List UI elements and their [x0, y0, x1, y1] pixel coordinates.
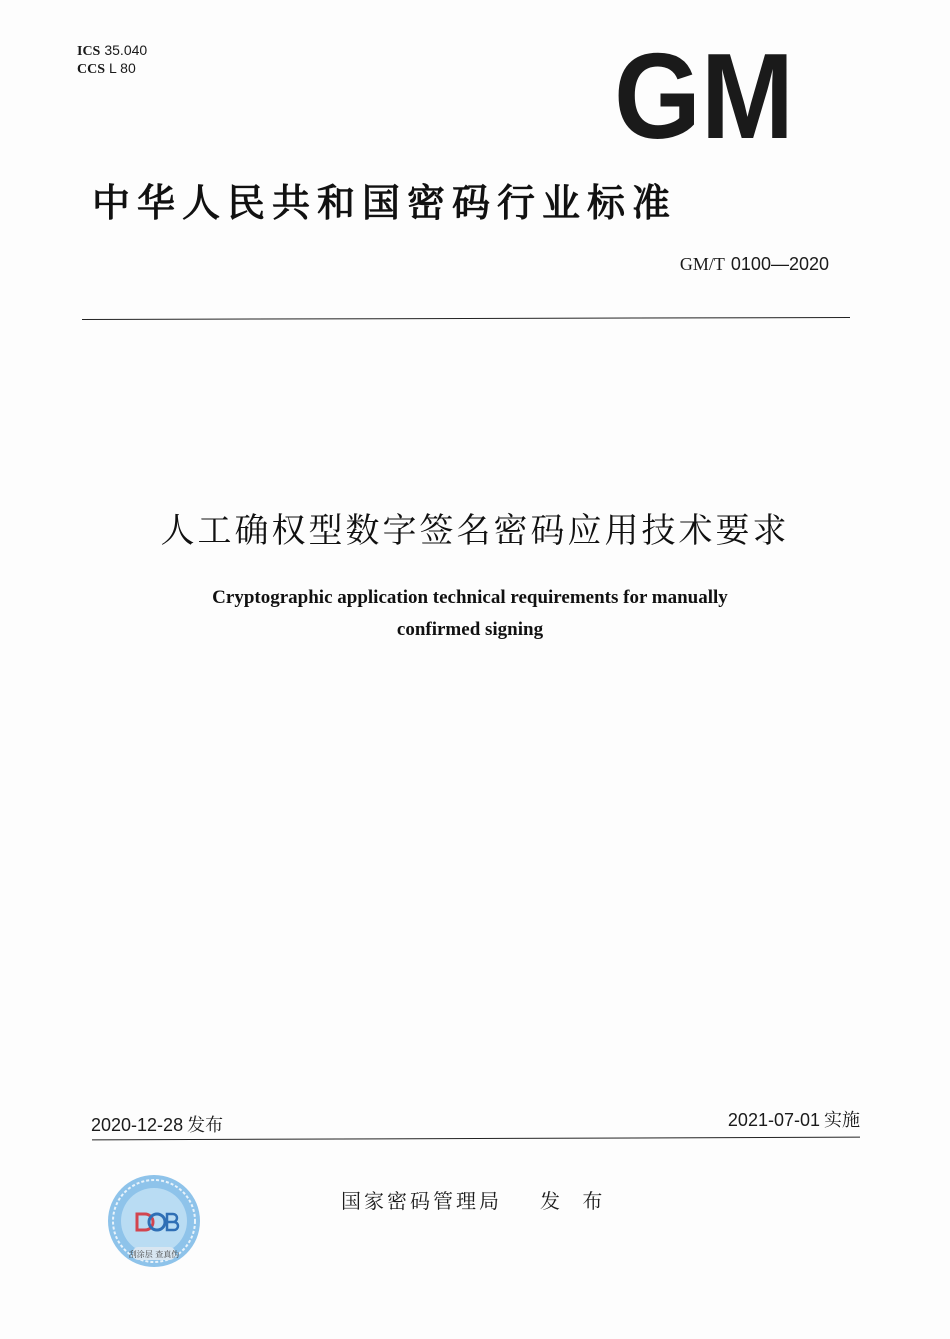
standard-category-title: 中华人民共和国密码行业标准: [92, 181, 678, 225]
footer-divider: [92, 1137, 860, 1141]
issue-date-value: 2020-12-28: [91, 1115, 184, 1135]
issue-date: [91, 1111, 223, 1137]
classification-codes: [77, 42, 147, 78]
implementation-date: [728, 1106, 860, 1132]
ccs-code: [77, 60, 147, 78]
implementation-date-label: 实施: [824, 1110, 860, 1131]
document-title-en-line1: Cryptographic application technical requirements for manually: [212, 587, 728, 608]
ics-value: 35.040: [104, 42, 148, 58]
ccs-value: L 80: [109, 60, 136, 76]
publisher-name: 国家密码管理局: [341, 1189, 502, 1213]
seal-text: 刮涂层 查真伪: [128, 1250, 180, 1259]
gm-logo: [612, 50, 796, 142]
standard-number: [680, 254, 829, 275]
ics-code: [77, 42, 147, 60]
publisher: [341, 1185, 610, 1214]
ccs-label: CCS: [77, 62, 106, 77]
standard-number-prefix: GM/T: [679, 254, 725, 274]
gm-logo-text: GM: [614, 50, 794, 142]
publisher-action: 发 布: [540, 1189, 611, 1213]
issue-date-label: 发布: [187, 1115, 224, 1136]
header-divider: [82, 317, 850, 320]
standard-number-value: 0100—2020: [730, 254, 829, 274]
anti-counterfeit-seal-icon: [107, 1174, 201, 1268]
document-title-en: [140, 582, 800, 646]
document-title-en-line2: confirmed signing: [396, 619, 544, 640]
ics-label: ICS: [77, 44, 101, 59]
implementation-date-value: 2021-07-01: [727, 1110, 820, 1130]
document-title-cn: 人工确权型数字签名密码应用技术要求: [160, 511, 790, 551]
